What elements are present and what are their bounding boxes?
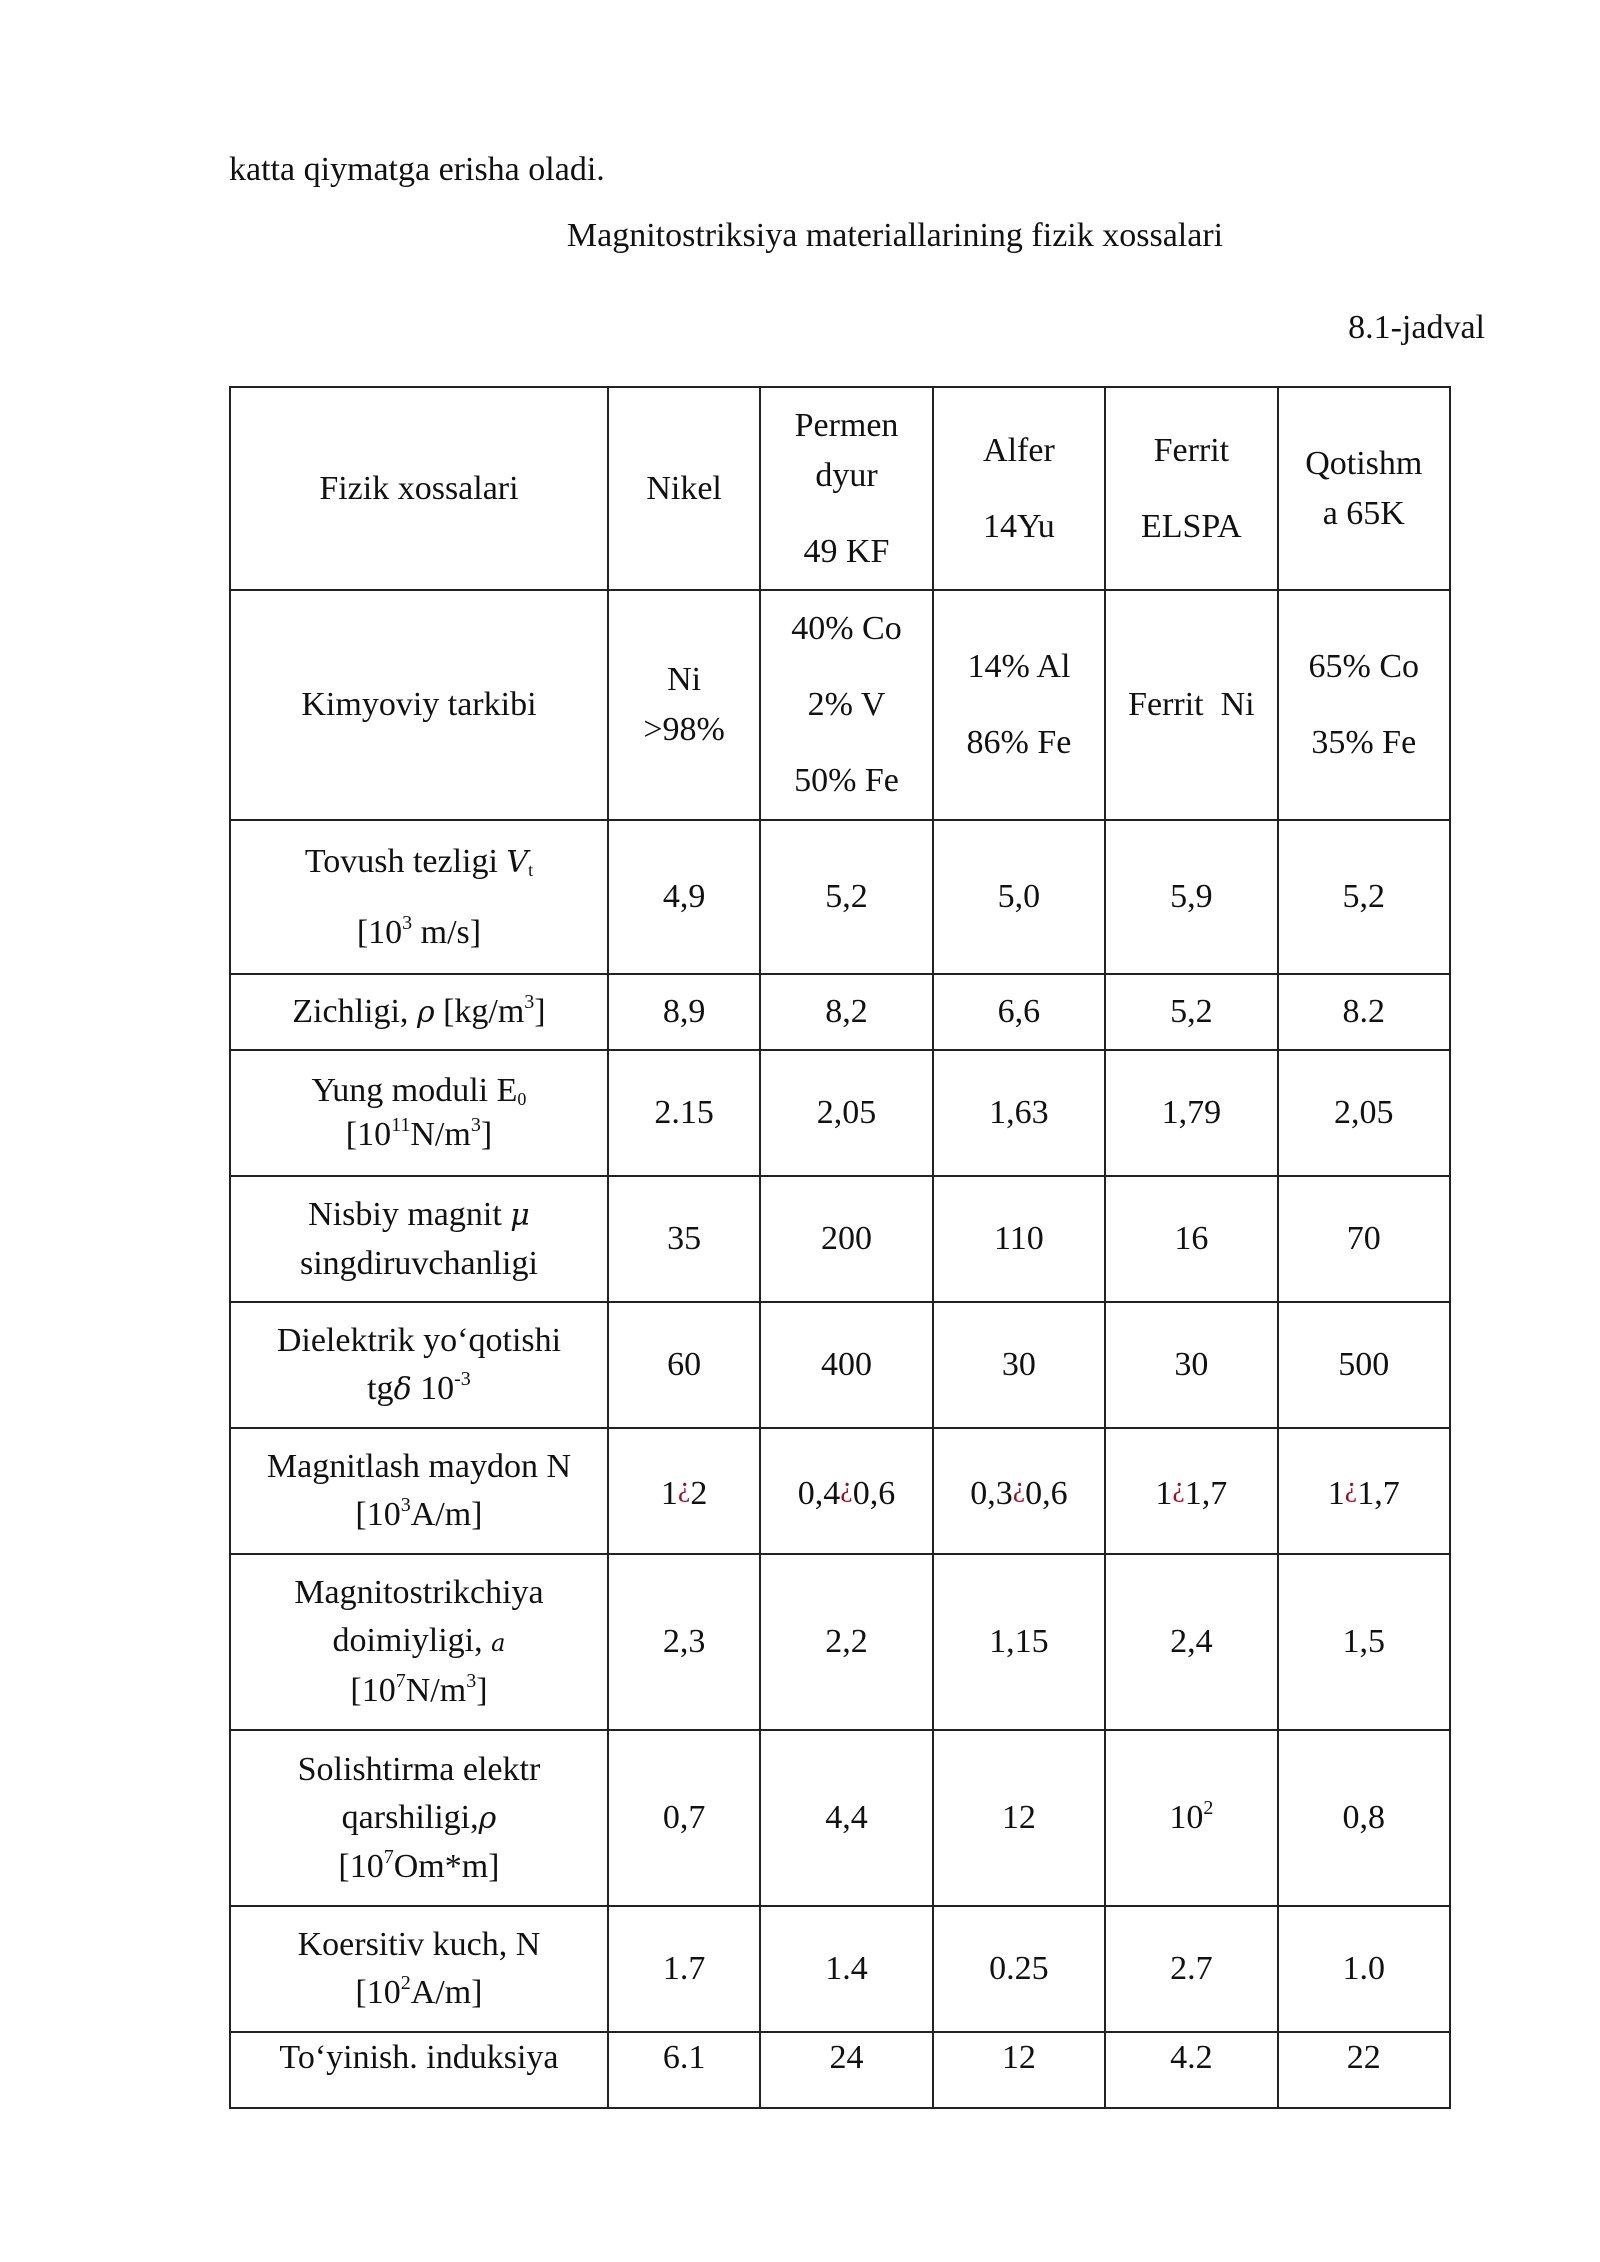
- value-cell: 2,05: [1278, 1050, 1450, 1176]
- value-cell: 35: [608, 1176, 760, 1302]
- a-symbol: a: [491, 1629, 506, 1657]
- value-cell: 40% Co 2% V 50% Fe: [760, 590, 932, 820]
- value-cell: 0,4¿0,6: [760, 1428, 932, 1554]
- row-label: Solishtirma elektr qarshiligi,ρ $[10^7Om*m]$: [230, 1730, 608, 1906]
- value-cell: 22: [1278, 2032, 1450, 2108]
- dielectric-loss-row: [230, 1302, 1450, 1428]
- value-cell: 24: [760, 2032, 932, 2108]
- value-cell: 500: [1278, 1302, 1450, 1428]
- row-label: Nisbiy magnit μ singdiruvchanligi: [230, 1176, 608, 1302]
- value-cell: 12: [933, 1730, 1105, 1906]
- value-cell: 8.2: [1278, 974, 1450, 1050]
- density-row: [230, 974, 1450, 1050]
- value-cell: 8,2: [760, 974, 932, 1050]
- magnetostriction-constant-row: [230, 1554, 1450, 1730]
- row-label: Kimyoviy tarkibi: [230, 590, 608, 820]
- value-cell: 1¿1,7: [1105, 1428, 1277, 1554]
- coercive-force-row: [230, 1906, 1450, 2032]
- value-cell: 4.2: [1105, 2032, 1277, 2108]
- chemical-composition-row: [230, 590, 1450, 820]
- row-label: Zichligi, ρ $[kg/m^3]$: [230, 974, 608, 1050]
- row-label: Magnitlash maydon N $[10^3A/m]$: [230, 1428, 608, 1554]
- value-cell: 14% Al 86% Fe: [933, 590, 1105, 820]
- header-row: [230, 387, 1450, 590]
- value-cell: 1¿2: [608, 1428, 760, 1554]
- value-cell: 1,79: [1105, 1050, 1277, 1176]
- value-cell: 4,9: [608, 820, 760, 974]
- value-cell: 6,6: [933, 974, 1105, 1050]
- row-label: Dielektrik yo‘qotishi tgδ $10^{-3}$: [230, 1302, 608, 1428]
- value-cell: 2.15: [608, 1050, 760, 1176]
- value-cell: 2,3: [608, 1554, 760, 1730]
- value-cell: 30: [1105, 1302, 1277, 1428]
- value-cell: 1.7: [608, 1906, 760, 2032]
- saturation-induction-row: [230, 2032, 1450, 2108]
- delta-symbol: δ: [393, 1371, 412, 1407]
- value-cell: 0,3¿0,6: [933, 1428, 1105, 1554]
- row-label: To‘yinish. induksiya: [230, 2032, 608, 2108]
- sound-speed-row: [230, 820, 1450, 974]
- value-cell: 0,8: [1278, 1730, 1450, 1906]
- value-cell: 1.0: [1278, 1906, 1450, 2032]
- properties-table: [229, 386, 1451, 2109]
- value-cell: $10^2$: [1105, 1730, 1277, 1906]
- rho-symbol: ρ: [416, 994, 435, 1030]
- value-cell: 1,15: [933, 1554, 1105, 1730]
- value-cell: 0.25: [933, 1906, 1105, 2032]
- value-cell: 2.7: [1105, 1906, 1277, 2032]
- value-cell: 2,2: [760, 1554, 932, 1730]
- velocity-symbol: V: [506, 844, 529, 880]
- value-cell: 30: [933, 1302, 1105, 1428]
- value-cell: 5,2: [1278, 820, 1450, 974]
- value-cell: 5,2: [760, 820, 932, 974]
- table-number: 8.1-jadval: [1348, 309, 1485, 346]
- value-cell: 1.4: [760, 1906, 932, 2032]
- header-permendyur: Permen dyur 49 KF: [760, 387, 932, 590]
- value-cell: 2,05: [760, 1050, 932, 1176]
- value-cell: Ni >98%: [608, 590, 760, 820]
- resistivity-row: [230, 1730, 1450, 1906]
- header-nikel: Nikel: [608, 387, 760, 590]
- value-cell: 8,9: [608, 974, 760, 1050]
- value-cell: 5,2: [1105, 974, 1277, 1050]
- value-cell: 60: [608, 1302, 760, 1428]
- intro-text: katta qiymatga erisha oladi.: [229, 151, 605, 188]
- mu-symbol: μ: [510, 1197, 530, 1233]
- value-cell: 400: [760, 1302, 932, 1428]
- rho-symbol: ρ: [478, 1800, 497, 1836]
- value-cell: 110: [933, 1176, 1105, 1302]
- table-caption: Magnitostriksiya materiallarining fizik xossalari: [566, 217, 1224, 254]
- magnetizing-field-row: [230, 1428, 1450, 1554]
- value-cell: 5,9: [1105, 820, 1277, 974]
- value-cell: 65% Co 35% Fe: [1278, 590, 1450, 820]
- row-label: Yung moduli $E_0$ $[10^{11}N/m^3]$: [230, 1050, 608, 1176]
- value-cell: Ferrit Ni: [1105, 590, 1277, 820]
- relative-permeability-row: [230, 1176, 1450, 1302]
- value-cell: 1,63: [933, 1050, 1105, 1176]
- row-label: Koersitiv kuch, N $[10^2A/m]$: [230, 1906, 608, 2032]
- value-cell: 70: [1278, 1176, 1450, 1302]
- value-cell: 200: [760, 1176, 932, 1302]
- value-cell: 1,5: [1278, 1554, 1450, 1730]
- value-cell: 2,4: [1105, 1554, 1277, 1730]
- value-cell: 1¿1,7: [1278, 1428, 1450, 1554]
- header-qotishma: Qotishm a 65K: [1278, 387, 1450, 590]
- header-ferrit: Ferrit ELSPA: [1105, 387, 1277, 590]
- value-cell: 4,4: [760, 1730, 932, 1906]
- value-cell: 16: [1105, 1176, 1277, 1302]
- young-modulus-row: [230, 1050, 1450, 1176]
- value-cell: 12: [933, 2032, 1105, 2108]
- value-cell: 5,0: [933, 820, 1105, 974]
- row-label: Tovush tezligi $V_t$ [$10^3$ m/s]: [230, 820, 608, 974]
- value-cell: 0,7: [608, 1730, 760, 1906]
- value-cell: 6.1: [608, 2032, 760, 2108]
- header-alfer: Alfer 14Yu: [933, 387, 1105, 590]
- header-property: Fizik xossalari: [230, 387, 608, 590]
- row-label: Magnitostrikchiya doimiyligi, a $[10^7N/m^3]$: [230, 1554, 608, 1730]
